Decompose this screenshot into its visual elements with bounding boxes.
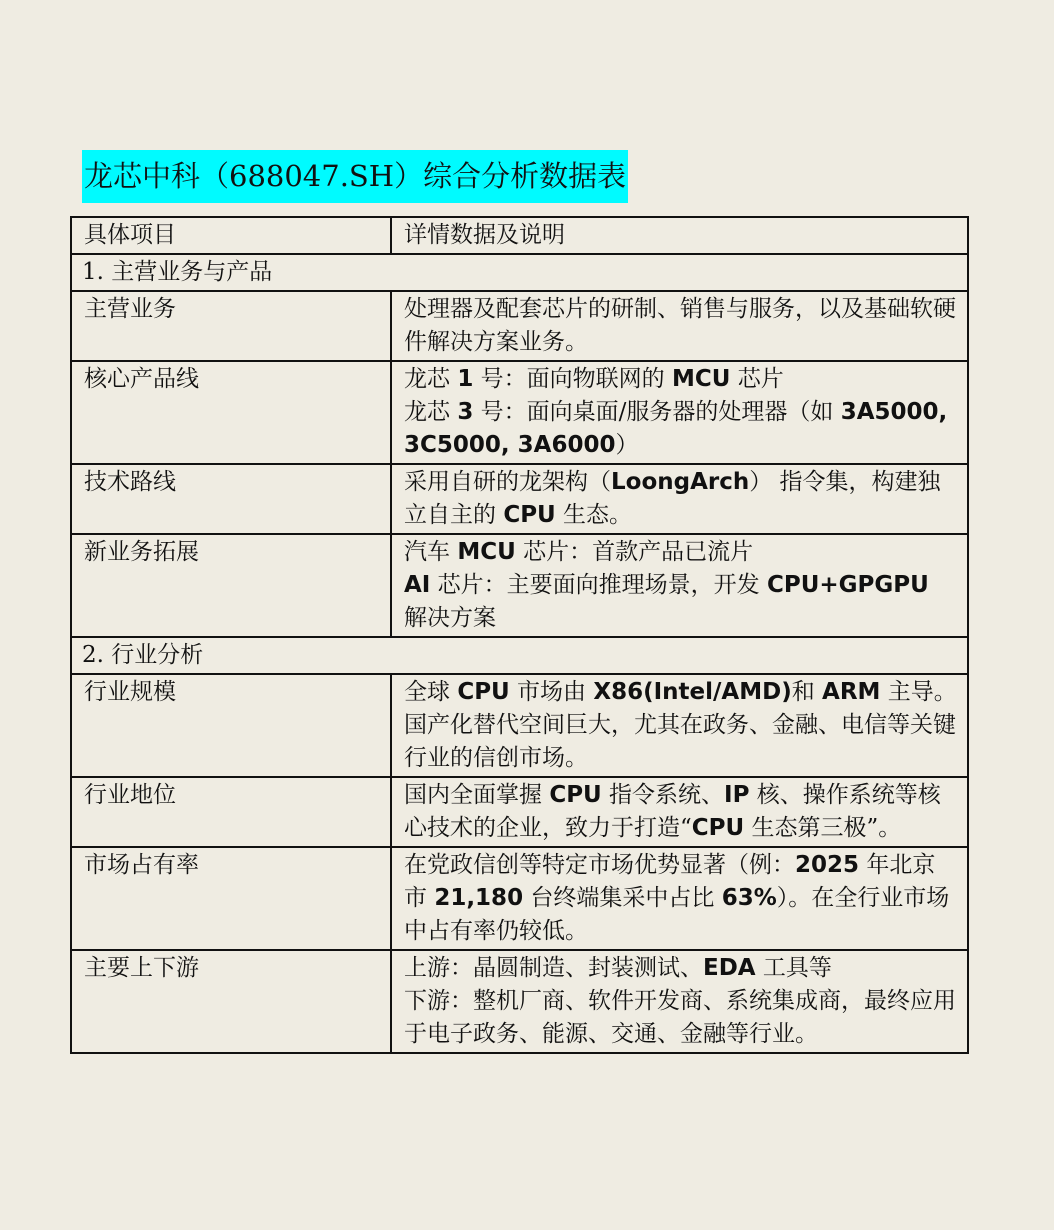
detail-line: 下游：整机厂商、软件开发商、系统集成商，最终应用于电子政务、能源、交通、金融等行业。 bbox=[404, 988, 956, 1047]
table-row bbox=[71, 464, 968, 534]
analysis-table bbox=[70, 216, 969, 1054]
detail-cell bbox=[391, 777, 968, 847]
table-body bbox=[71, 217, 968, 1053]
section-heading: 1. 主营业务与产品 bbox=[71, 254, 968, 291]
table-row bbox=[71, 361, 968, 464]
item-cell: 主要上下游 bbox=[71, 950, 391, 1053]
detail-line: 全球 CPU 市场由 X86(Intel/AMD)和 ARM 主导。国产化替代空间巨大，尤其在政务、金融、电信等关键行业的信创市场。 bbox=[404, 679, 957, 771]
item-cell: 核心产品线 bbox=[71, 361, 391, 464]
table-row bbox=[71, 950, 968, 1053]
detail-line: 上游：晶圆制造、封装测试、EDA 工具等 bbox=[404, 955, 832, 981]
item-cell: 主营业务 bbox=[71, 291, 391, 361]
section-row bbox=[71, 254, 968, 291]
item-cell: 行业规模 bbox=[71, 674, 391, 777]
detail-line: 在党政信创等特定市场优势显著（例：2025 年北京市 21,180 台终端集采中占比 63%）。在全行业市场中占有率仍较低。 bbox=[404, 852, 950, 944]
item-cell: 行业地位 bbox=[71, 777, 391, 847]
table-row bbox=[71, 847, 968, 950]
detail-line: 龙芯 1 号：面向物联网的 MCU 芯片 bbox=[404, 366, 784, 392]
detail-cell bbox=[391, 291, 968, 361]
header-detail-cell: 详情数据及说明 bbox=[391, 217, 968, 254]
detail-line: 汽车 MCU 芯片：首款产品已流片 bbox=[404, 539, 754, 565]
detail-line: 处理器及配套芯片的研制、销售与服务，以及基础软硬件解决方案业务。 bbox=[404, 296, 956, 355]
item-cell: 市场占有率 bbox=[71, 847, 391, 950]
detail-cell bbox=[391, 534, 968, 637]
detail-line: AI 芯片：主要面向推理场景，开发 CPU+GPGPU 解决方案 bbox=[404, 572, 929, 631]
detail-cell bbox=[391, 950, 968, 1053]
header-item-cell: 具体项目 bbox=[71, 217, 391, 254]
section-row bbox=[71, 637, 968, 674]
detail-line: 龙芯 3 号：面向桌面/服务器的处理器（如 3A5000, 3C5000, 3A6000） bbox=[404, 399, 948, 458]
detail-cell bbox=[391, 361, 968, 464]
table-row bbox=[71, 291, 968, 361]
detail-cell bbox=[391, 674, 968, 777]
header-row bbox=[71, 217, 968, 254]
item-cell: 技术路线 bbox=[71, 464, 391, 534]
section-heading: 2. 行业分析 bbox=[71, 637, 968, 674]
detail-cell bbox=[391, 464, 968, 534]
detail-cell bbox=[391, 847, 968, 950]
table-row bbox=[71, 674, 968, 777]
table-row bbox=[71, 777, 968, 847]
item-cell: 新业务拓展 bbox=[71, 534, 391, 637]
detail-line: 国内全面掌握 CPU 指令系统、IP 核、操作系统等核心技术的企业，致力于打造“CPU 生态第三极”。 bbox=[404, 782, 941, 841]
table-row bbox=[71, 534, 968, 637]
page-title: 龙芯中科（688047.SH）综合分析数据表 bbox=[82, 150, 628, 203]
detail-line: 采用自研的龙架构（LoongArch） 指令集，构建独立自主的 CPU 生态。 bbox=[404, 469, 941, 528]
